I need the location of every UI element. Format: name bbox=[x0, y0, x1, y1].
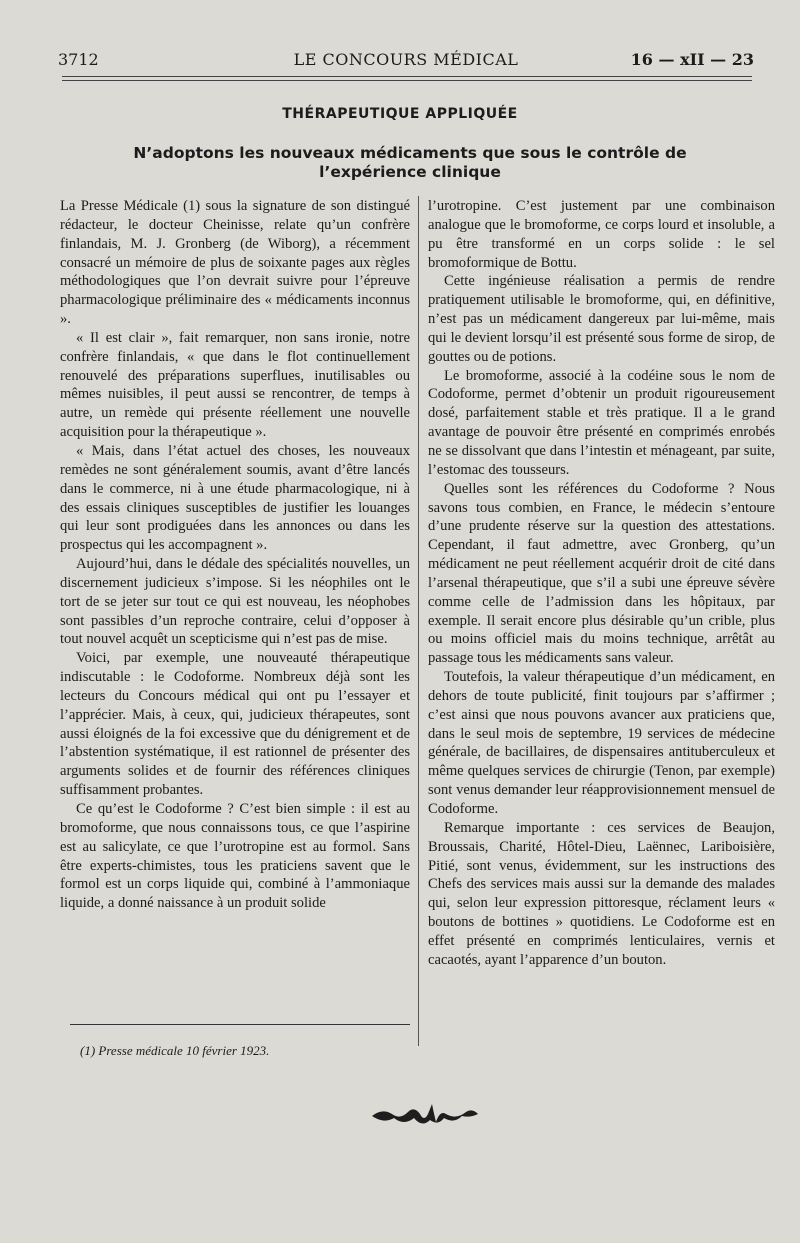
paragraph: « Mais, dans l’état actuel des choses, les nouveaux remèdes ne sont généralement soumis, avant d’être lancés dans le commerce, ni à une étude pharmacologique, ni à des essais cliniques susceptibles de justifier les louanges qui leur sont prodiguées dans les annonces ou dans les prospectus qui les accompagnent ». bbox=[60, 442, 410, 554]
running-header bbox=[58, 50, 754, 74]
section-heading: THÉRAPEUTIQUE APPLIQUÉE bbox=[282, 106, 518, 122]
paragraph: Quelles sont les références du Codoforme ? Nous savons tous combien, en France, le médecin s’entoure d’une prudente réserve sur la question des attestations. Cependant, il faut admettre, avec Gronberg, qu’un médicament ne peut réellement acquérir droit de cité dans l’arsenal thérapeutique, que s’il a subi une épreuve sévère comme celle de l’admission dans les hôpitaux, par exemple. Il serait encore plus désirable qu’un crible, plus ou moins officiel mais du moins technique, arrêtât au passage tous les médicaments sans valeur. bbox=[428, 480, 775, 667]
column-divider bbox=[418, 196, 419, 1046]
footnote: (1) Presse médicale 10 février 1923. bbox=[80, 1043, 270, 1058]
paragraph: « Il est clair », fait remarquer, non sans ironie, notre confrère finlandais, « que dans le flot continuellement renouvelé des préparations superflues, inutilisables ou mêmes nuisibles, il peut aussi se rencontrer, de temps à autre, un remède qui présente réellement une nouvelle acquisition pour la thérapeutique ». bbox=[60, 329, 410, 441]
paragraph: Aujourd’hui, dans le dédale des spécialités nouvelles, un discernement judicieux s’impose. Si les néophiles ont le tort de se jeter sur tout ce qui est nouveau, les néophobes sont passibles d’un reproche contraire, celui d’opposer à tout nouvel acquêt un scepticisme qui n’est pas de mise. bbox=[60, 556, 410, 648]
paragraph: Voici, par exemple, une nouveauté thérapeutique indiscutable : le Codoforme. Nombreux déjà sont les lecteurs du Concours médical qui ont pu l’essayer et l’apprécier. Mais, à ceux, qui, judicieux thérapeutes, sont aussi éloignés de la foi excessive que du dénigrement et de l’abstention systématique, il est rationnel de présenter des arguments solides et de fournir des références cliniques suffisamment probantes. bbox=[60, 650, 410, 799]
paragraph: La Presse Médicale (1) sous la signature de son distingué rédacteur, le docteur Cheinisse, relate qu’un confrère finlandais, M. J. Gronberg (de Wiborg), a récemment consacré un mémoire de plus de soixante pages aux règles méthodologiques que l’on devrait suivre pour l’épreuve pharmacologique préliminaire des « médicaments inconnus ». bbox=[60, 198, 410, 328]
issue-date: 16 — xII — 23 bbox=[630, 50, 754, 69]
paragraph: Cette ingénieuse réalisation a permis de rendre pratiquement utilisable le bromoforme, qui, en définitive, n’est pas un médicament dangereux par lui-même, mais qui le devient lorsqu’il est présenté sous forme de sirop, de gouttes ou de potions. bbox=[428, 273, 775, 365]
paragraph: Remarque importante : ces services de Beaujon, Broussais, Charité, Hôtel-Dieu, Laënnec, Lariboisière, Pitié, sont venus, évidemment, sur les instructions des Chefs des services mais aussi sur la demande des malades qui, selon leur expression pittoresque, réclament leurs « boutons de bottines » quotidiens. Le Codoforme est en effet présenté en comprimés lenticulaires, vernis et cacaotés, ayant l’apparence d’un bouton. bbox=[428, 819, 775, 968]
header-rule bbox=[62, 76, 752, 77]
paragraph: Le bromoforme, associé à la codéine sous le nom de Codoforme, permet d’obtenir un produit rigoureusement dosé, parfaitement stable et très pratique. Il a le grand avantage de pouvoir être présenté en comprimés enrobés ne se dissolvant que dans l’intestin et ménageant, par suite, l’estomac des tousseurs. bbox=[428, 367, 775, 478]
paragraph: l’urotropine. C’est justement par une combinaison analogue que le bromoforme, ce corps lourd et insoluble, a pu être transformé en un corps solide : le sel bromoformique de Bottu. bbox=[428, 198, 775, 271]
journal-title: LE CONCOURS MÉDICAL bbox=[293, 50, 519, 69]
left-column bbox=[60, 197, 410, 913]
right-column bbox=[428, 197, 775, 970]
paragraph: Toutefois, la valeur thérapeutique d’un médicament, en dehors de toute publicité, finit toujours par s’affirmer ; c’est ainsi que nous pouvons avancer aux praticiens que, dans le seul mois de septembre, 19 services de médecine générale, de bacillaires, de dispensaires antituberculeux et même quelques services de chirurgie (Tenon, par exemple) sont venus demander leur réapprovisionnement mensuel de Codoforme. bbox=[428, 669, 775, 817]
footnote-rule bbox=[70, 1024, 410, 1025]
ornament-icon bbox=[370, 1100, 480, 1130]
article-title: N’adoptons les nouveaux médicaments que sous le contrôle de l’expérience clinique bbox=[133, 144, 687, 181]
page-number: 3712 bbox=[58, 50, 99, 69]
paragraph: Ce qu’est le Codoforme ? C’est bien simple : il est au bromoforme, que nous connaissons tous, ce que l’aspirine est au salicylate, ce que l’urotropine est au formol. Sans être experts-chimistes, tous les praticiens savent que le formol est un corps liquide qui, combiné à l’ammoniaque liquide, a donné naissance à un produit solide bbox=[60, 801, 410, 912]
header-rule-2 bbox=[62, 80, 752, 81]
